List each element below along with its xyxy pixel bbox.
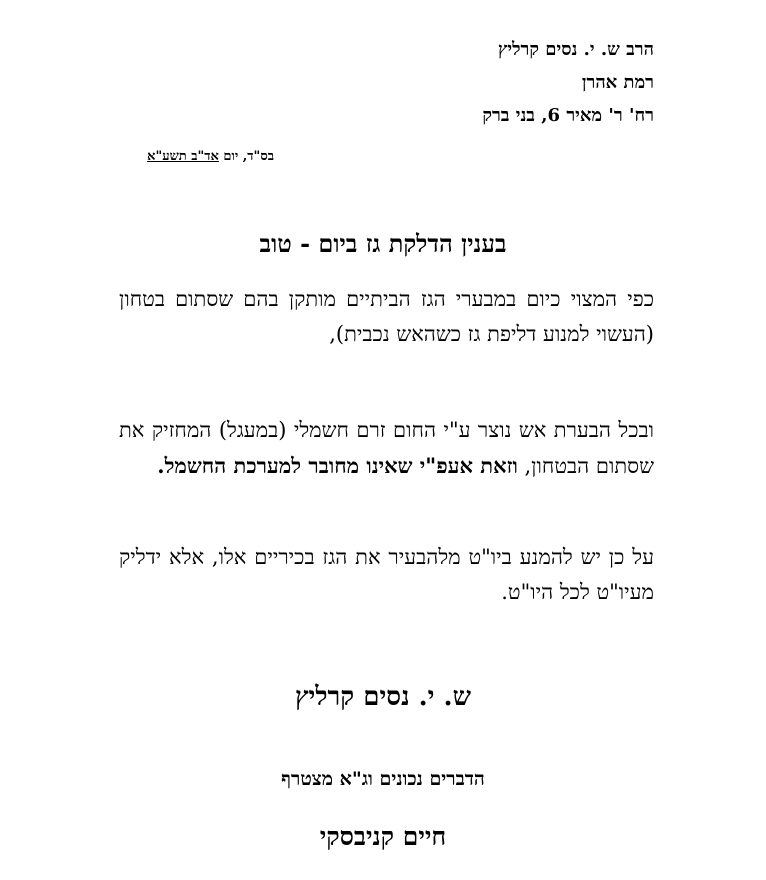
letterhead-place: רמת אהרן [581,72,654,93]
date-value: אד"ב תשע"א [147,149,219,164]
paragraph-2 [119,413,654,484]
letterhead-address: רח' ר' מאיר 6, בני ברק [482,105,654,126]
letterhead-name: הרב ש. י. נסים קרליץ [498,39,654,60]
letter-title: בענין הדלקת גז ביום - טוב [259,229,507,258]
paragraph-2-text: ובכל הבערת אש נוצר ע"י החום זרם חשמלי (במעגל) המחזיק את שסתום הבטחון, [119,418,654,478]
concurrence-note: הדברים נכונים וג"א מצטרף [281,768,485,790]
paragraph-1: כפי המצוי כיום במבערי הגז הביתיים מותקן בהם שסתום בטחון (העשוי למנוע דליפת גז כשהאש נכבית), [119,287,654,346]
signature-main: ש. י. נסים קרליץ [295,682,471,712]
signature-second: חיים קניבסקי [319,822,447,851]
paragraph-3: על כן יש להמנע ביו"ט מלהבעיר את הגז בכיריים אלו, אלא ידליק מעיו"ט לכל היו"ט. [119,545,654,604]
paragraph-2-emphasis: וזאת אעפ"י שאינו מחובר למערכת החשמל. [157,453,518,478]
date-prefix: בס"ד, יום [223,149,274,164]
letterhead [394,33,654,132]
date-line [147,148,274,164]
